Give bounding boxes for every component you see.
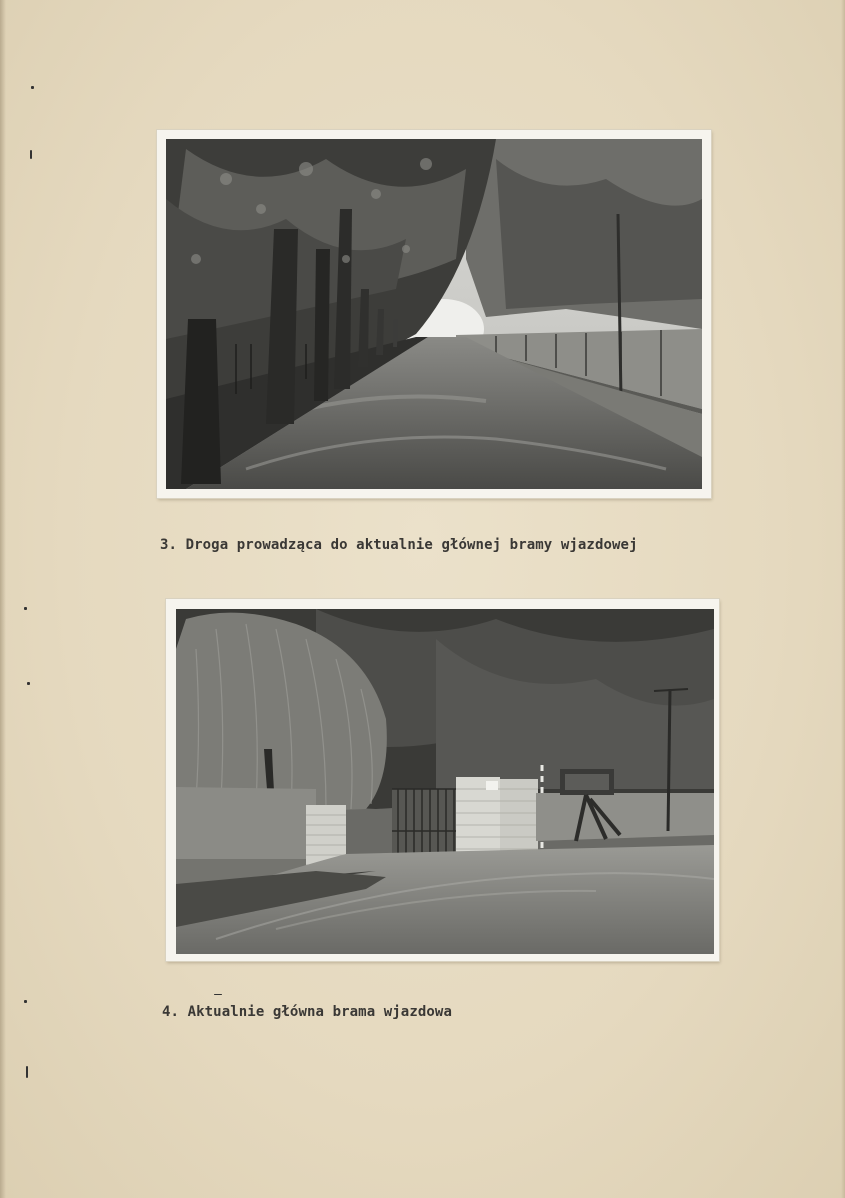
paper-speck — [214, 994, 222, 995]
paper-speck — [27, 682, 30, 685]
caption-photo-3: 3. Droga prowadząca do aktualnie głównej bramy wjazdowej — [160, 537, 638, 553]
photo-road-image — [166, 139, 702, 489]
paper-speck — [31, 86, 34, 89]
page-edge-left — [0, 0, 6, 1198]
paper-speck — [30, 150, 32, 159]
photo-main-gate — [166, 599, 719, 961]
paper-speck — [24, 1000, 27, 1003]
paper-speck — [24, 607, 27, 610]
page-edge-right — [841, 0, 845, 1198]
paper-speck — [26, 1066, 28, 1078]
photo-gate-image — [176, 609, 714, 954]
caption-photo-4: 4. Aktualnie główna brama wjazdowa — [162, 1004, 452, 1020]
photo-road-to-gate — [157, 130, 711, 498]
